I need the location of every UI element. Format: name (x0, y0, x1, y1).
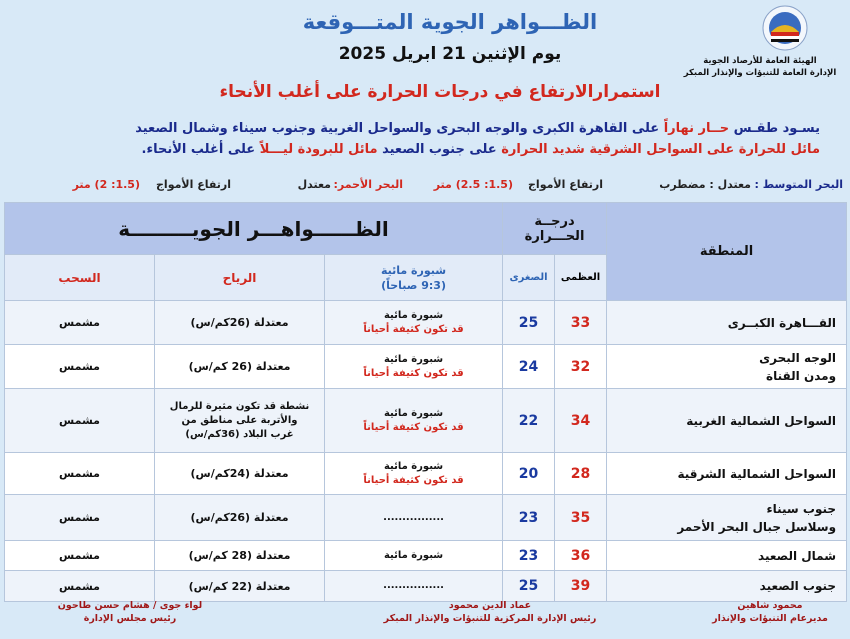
forecast-date: يوم الإثنين 21 ابريل 2025 (338, 44, 562, 64)
max-temp-cell: 36 (555, 541, 607, 571)
signature-central-head-name: عماد الدين محمود (448, 600, 532, 611)
clouds-cell: مشمس (5, 571, 155, 602)
fog-cell: شبورة مائية (325, 541, 503, 571)
region-name: الوجه البحرى (759, 350, 837, 365)
region-cell (607, 541, 847, 571)
page-title: الظـــواهر الجوية المتـــوقعة (302, 10, 598, 34)
red-waves-value: (1.5: 2) متر (72, 178, 140, 191)
summary-text: على جنوب الصعيد (377, 142, 502, 157)
summary-text: على أغلب الأنحاء. (141, 142, 260, 157)
min-temp-cell: 25 (503, 301, 555, 345)
fog-cell (325, 301, 503, 345)
red-sea-state: معتدل (297, 178, 331, 191)
med-waves-value: (1.5: 2.5) متر (433, 178, 513, 191)
region-name: السواحل الشمالية الشرقية (677, 466, 837, 481)
table-row (5, 571, 847, 602)
fog-cell: ................ (325, 495, 503, 541)
med-waves-label: ارتفاع الأمواج (528, 178, 603, 191)
table-row (5, 495, 847, 541)
region-cell (607, 495, 847, 541)
fog-header (325, 255, 503, 301)
fog-cell: ................ (325, 571, 503, 602)
clouds-cell: مشمس (5, 345, 155, 389)
temperature-header (503, 203, 607, 255)
region-cell (607, 453, 847, 495)
region-name: السواحل الشمالية الغربية (686, 413, 837, 428)
region-name: شمال الصعيد (758, 548, 837, 563)
table-row (5, 541, 847, 571)
signature-central-head-title: رئيس الإدارة المركزية للتنبؤات والإنذار المبكر (383, 613, 597, 624)
table-row (5, 301, 847, 345)
wind-cell: معتدلة (28 كم/س) (155, 541, 325, 571)
org-name: الهيئة العامة للأرصاد الجوية (703, 56, 817, 66)
wind-line: غرب البلاد (36كم/س) (185, 428, 294, 440)
summary-text: على القاهرة الكبرى والوجه البحرى والسواحل الغربية وجنوب سيناء وشمال الصعيد (135, 121, 664, 136)
wind-line: نشطة قد تكون مثيرة للرمال (169, 400, 310, 412)
wind-header: الرياح (155, 255, 325, 301)
fog-text: شبورة مائية (383, 460, 444, 472)
org-department: الإدارة العامة للتنبؤات والإنذار المبكر (683, 68, 837, 78)
min-temp-cell: 24 (503, 345, 555, 389)
summary-highlight: مائل للحرارة على السواحل الشرقية (584, 142, 820, 157)
min-temp-cell: 22 (503, 389, 555, 453)
fog-cell (325, 345, 503, 389)
table-row (5, 389, 847, 453)
temperature-header-line: درجــة (534, 213, 575, 229)
table-row (5, 345, 847, 389)
fog-header-line: (9:3 صباحاً) (381, 278, 446, 292)
region-cell (607, 571, 847, 602)
region-name-line2: ومدن القناة (766, 368, 837, 383)
region-name-line2: وسلاسل جبال البحر الأحمر (677, 519, 837, 534)
clouds-cell: مشمس (5, 453, 155, 495)
fog-text: شبورة مائية (383, 309, 444, 321)
min-temp-header: الصغرى (503, 255, 555, 301)
clouds-cell: مشمس (5, 389, 155, 453)
sea-state-line (8, 178, 843, 196)
summary-highlight: مائل للبرودة ليـــلاً (259, 142, 378, 157)
max-temp-cell: 34 (555, 389, 607, 453)
clouds-cell: مشمس (5, 495, 155, 541)
med-sea-state: معتدل : مضطرب (659, 178, 751, 191)
max-temp-cell: 35 (555, 495, 607, 541)
wind-cell (155, 389, 325, 453)
red-waves-label: ارتفاع الأمواج (156, 178, 231, 191)
red-sea-label: البحر الأحمر: (333, 178, 403, 191)
fog-note: قد تكون كثيفة أحياناً (363, 474, 464, 486)
min-temp-cell: 25 (503, 571, 555, 602)
fog-text: شبورة مائية (383, 407, 444, 419)
region-cell (607, 301, 847, 345)
min-temp-cell: 23 (503, 541, 555, 571)
signature-forecast-director-name: محمود شاهين (737, 600, 803, 611)
max-temp-cell: 39 (555, 571, 607, 602)
summary-line-1 (120, 118, 820, 139)
ema-logo-icon (755, 4, 815, 56)
signature-chairman-name: لواء جوى / هشام حسن طاحون (57, 600, 203, 611)
fog-note: قد تكون كثيفة أحياناً (363, 421, 464, 433)
region-column-header: المنطقة (607, 203, 847, 301)
fog-header-line: شبورة مائية (380, 263, 447, 277)
fog-cell (325, 389, 503, 453)
wind-cell: معتدلة (26كم/س) (155, 301, 325, 345)
max-temp-cell: 32 (555, 345, 607, 389)
wind-cell: معتدلة (24كم/س) (155, 453, 325, 495)
region-name: القـــاهرة الكبــرى (727, 315, 837, 330)
region-name: جنوب الصعيد (759, 579, 837, 593)
summary-highlight: حــار نهاراً (663, 121, 730, 136)
region-name: جنوب سيناء (766, 501, 837, 516)
region-cell (607, 345, 847, 389)
clouds-cell: مشمس (5, 301, 155, 345)
summary-text: يسـود طقـس (729, 121, 820, 136)
region-cell (607, 389, 847, 453)
signature-chairman-title: رئيس مجلس الإدارة (83, 613, 177, 624)
summary-line-2 (120, 139, 820, 160)
wind-cell: معتدلة (26كم/س) (155, 495, 325, 541)
summary-highlight: شديد الحرارة (501, 142, 585, 157)
max-temp-cell: 33 (555, 301, 607, 345)
table-row (5, 453, 847, 495)
phenomena-header: الظــــــواهـــر الجويـــــــــة (5, 203, 503, 255)
max-temp-header: العظمى (555, 255, 607, 301)
min-temp-cell: 20 (503, 453, 555, 495)
signature-forecast-director-title: مديرعام التنبؤات والإنذار (712, 613, 828, 624)
headline: استمرارالارتفاع في درجات الحرارة على أغلب الأنحاء (219, 82, 661, 102)
forecast-table (4, 202, 847, 602)
max-temp-cell: 28 (555, 453, 607, 495)
clouds-header: السحب (5, 255, 155, 301)
temperature-header-line: الحـــرارة (524, 228, 585, 244)
fog-note: قد تكون كثيفة أحياناً (363, 367, 464, 379)
med-sea-label: البحر المتوسط : (754, 178, 843, 191)
wind-cell: معتدلة (26 كم/س) (155, 345, 325, 389)
wind-cell: معتدلة (22 كم/س) (155, 571, 325, 602)
clouds-cell: مشمس (5, 541, 155, 571)
fog-note: قد تكون كثيفة أحياناً (363, 323, 464, 335)
fog-text: شبورة مائية (383, 353, 444, 365)
wind-line: والأتربة على مناطق من (181, 414, 298, 426)
min-temp-cell: 23 (503, 495, 555, 541)
forecast-summary (120, 118, 820, 160)
fog-cell (325, 453, 503, 495)
